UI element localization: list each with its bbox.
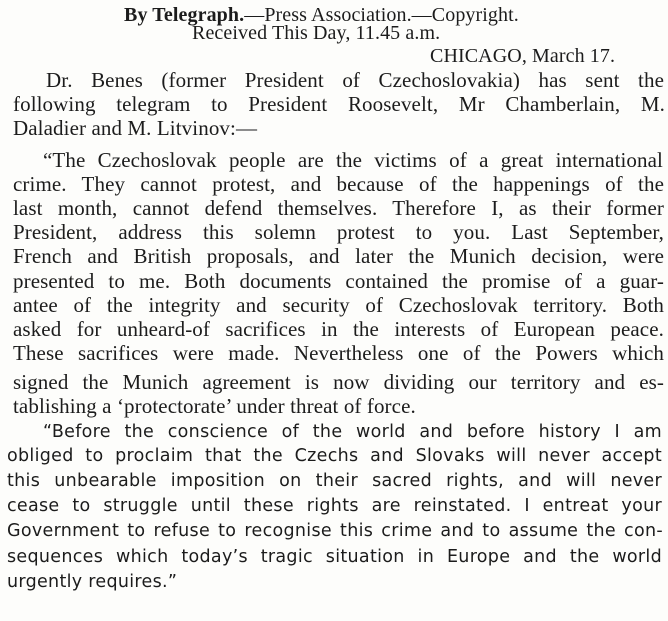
quote1-line-10: signed the Munich agreement is now dividing our territory and es-	[13, 370, 664, 394]
quote1-line-1: “The Czechoslovak people are the victims of a great international	[43, 148, 663, 172]
quote1-line-9: These sacrifices were made. Nevertheless one of the Powers which	[13, 341, 664, 365]
quote2-line-7: urgently requires.”	[7, 572, 178, 592]
quote1-line-3: last month, cannot defend themselves. Therefore I, as their former	[13, 196, 664, 220]
quote2-line-3: this unbearable imposition on their sacred rights, and will never	[7, 471, 662, 491]
quote1-line-6: presented to me. Both documents contained the promise of a guar-	[13, 269, 664, 293]
quote2-line-6: sequences which today’s tragic situation in Europe and the world	[7, 547, 662, 567]
quote2-line-5: Government to refuse to recognise this crime and to assume the con-	[7, 521, 663, 541]
quote1-line-7: antee of the integrity and security of Czechoslovak territory. Both	[13, 293, 664, 317]
quote2-line-2: obliged to proclaim that the Czechs and Slovaks will never accept	[7, 446, 662, 466]
quote1-line-8: asked for unheard-of sacrifices in the interests of European peace.	[13, 317, 664, 341]
quote1-line-4: President, address this solemn protest to you. Last September,	[13, 220, 664, 244]
quote1-line-5: French and British proposals, and later the Munich decision, were	[13, 244, 664, 268]
byline-prefix: By Telegraph.	[124, 4, 245, 26]
dateline: CHICAGO, March 17.	[430, 45, 616, 67]
lead-line-1: Dr. Benes (former President of Czechoslovakia) has sent the	[46, 68, 664, 92]
quote1-line-11: tablishing a ‘protectorate’ under threat of force.	[13, 394, 416, 418]
lead-line-2: following telegram to President Roosevelt, Mr Chamberlain, M.	[13, 92, 665, 116]
quote1-line-2: crime. They cannot protest, and because of the happenings of the	[13, 172, 664, 196]
lead-line-3: Daladier and M. Litvinov:—	[13, 116, 258, 140]
byline-rest: —Press Association.—Copyright.	[244, 4, 519, 26]
quote2-line-1: “Before the conscience of the world and before history I am	[43, 422, 662, 442]
quote2-line-4: cease to struggle until these rights are reinstated. I entreat your	[7, 496, 662, 516]
received-line: Received This Day, 11.45 a.m.	[192, 22, 441, 44]
